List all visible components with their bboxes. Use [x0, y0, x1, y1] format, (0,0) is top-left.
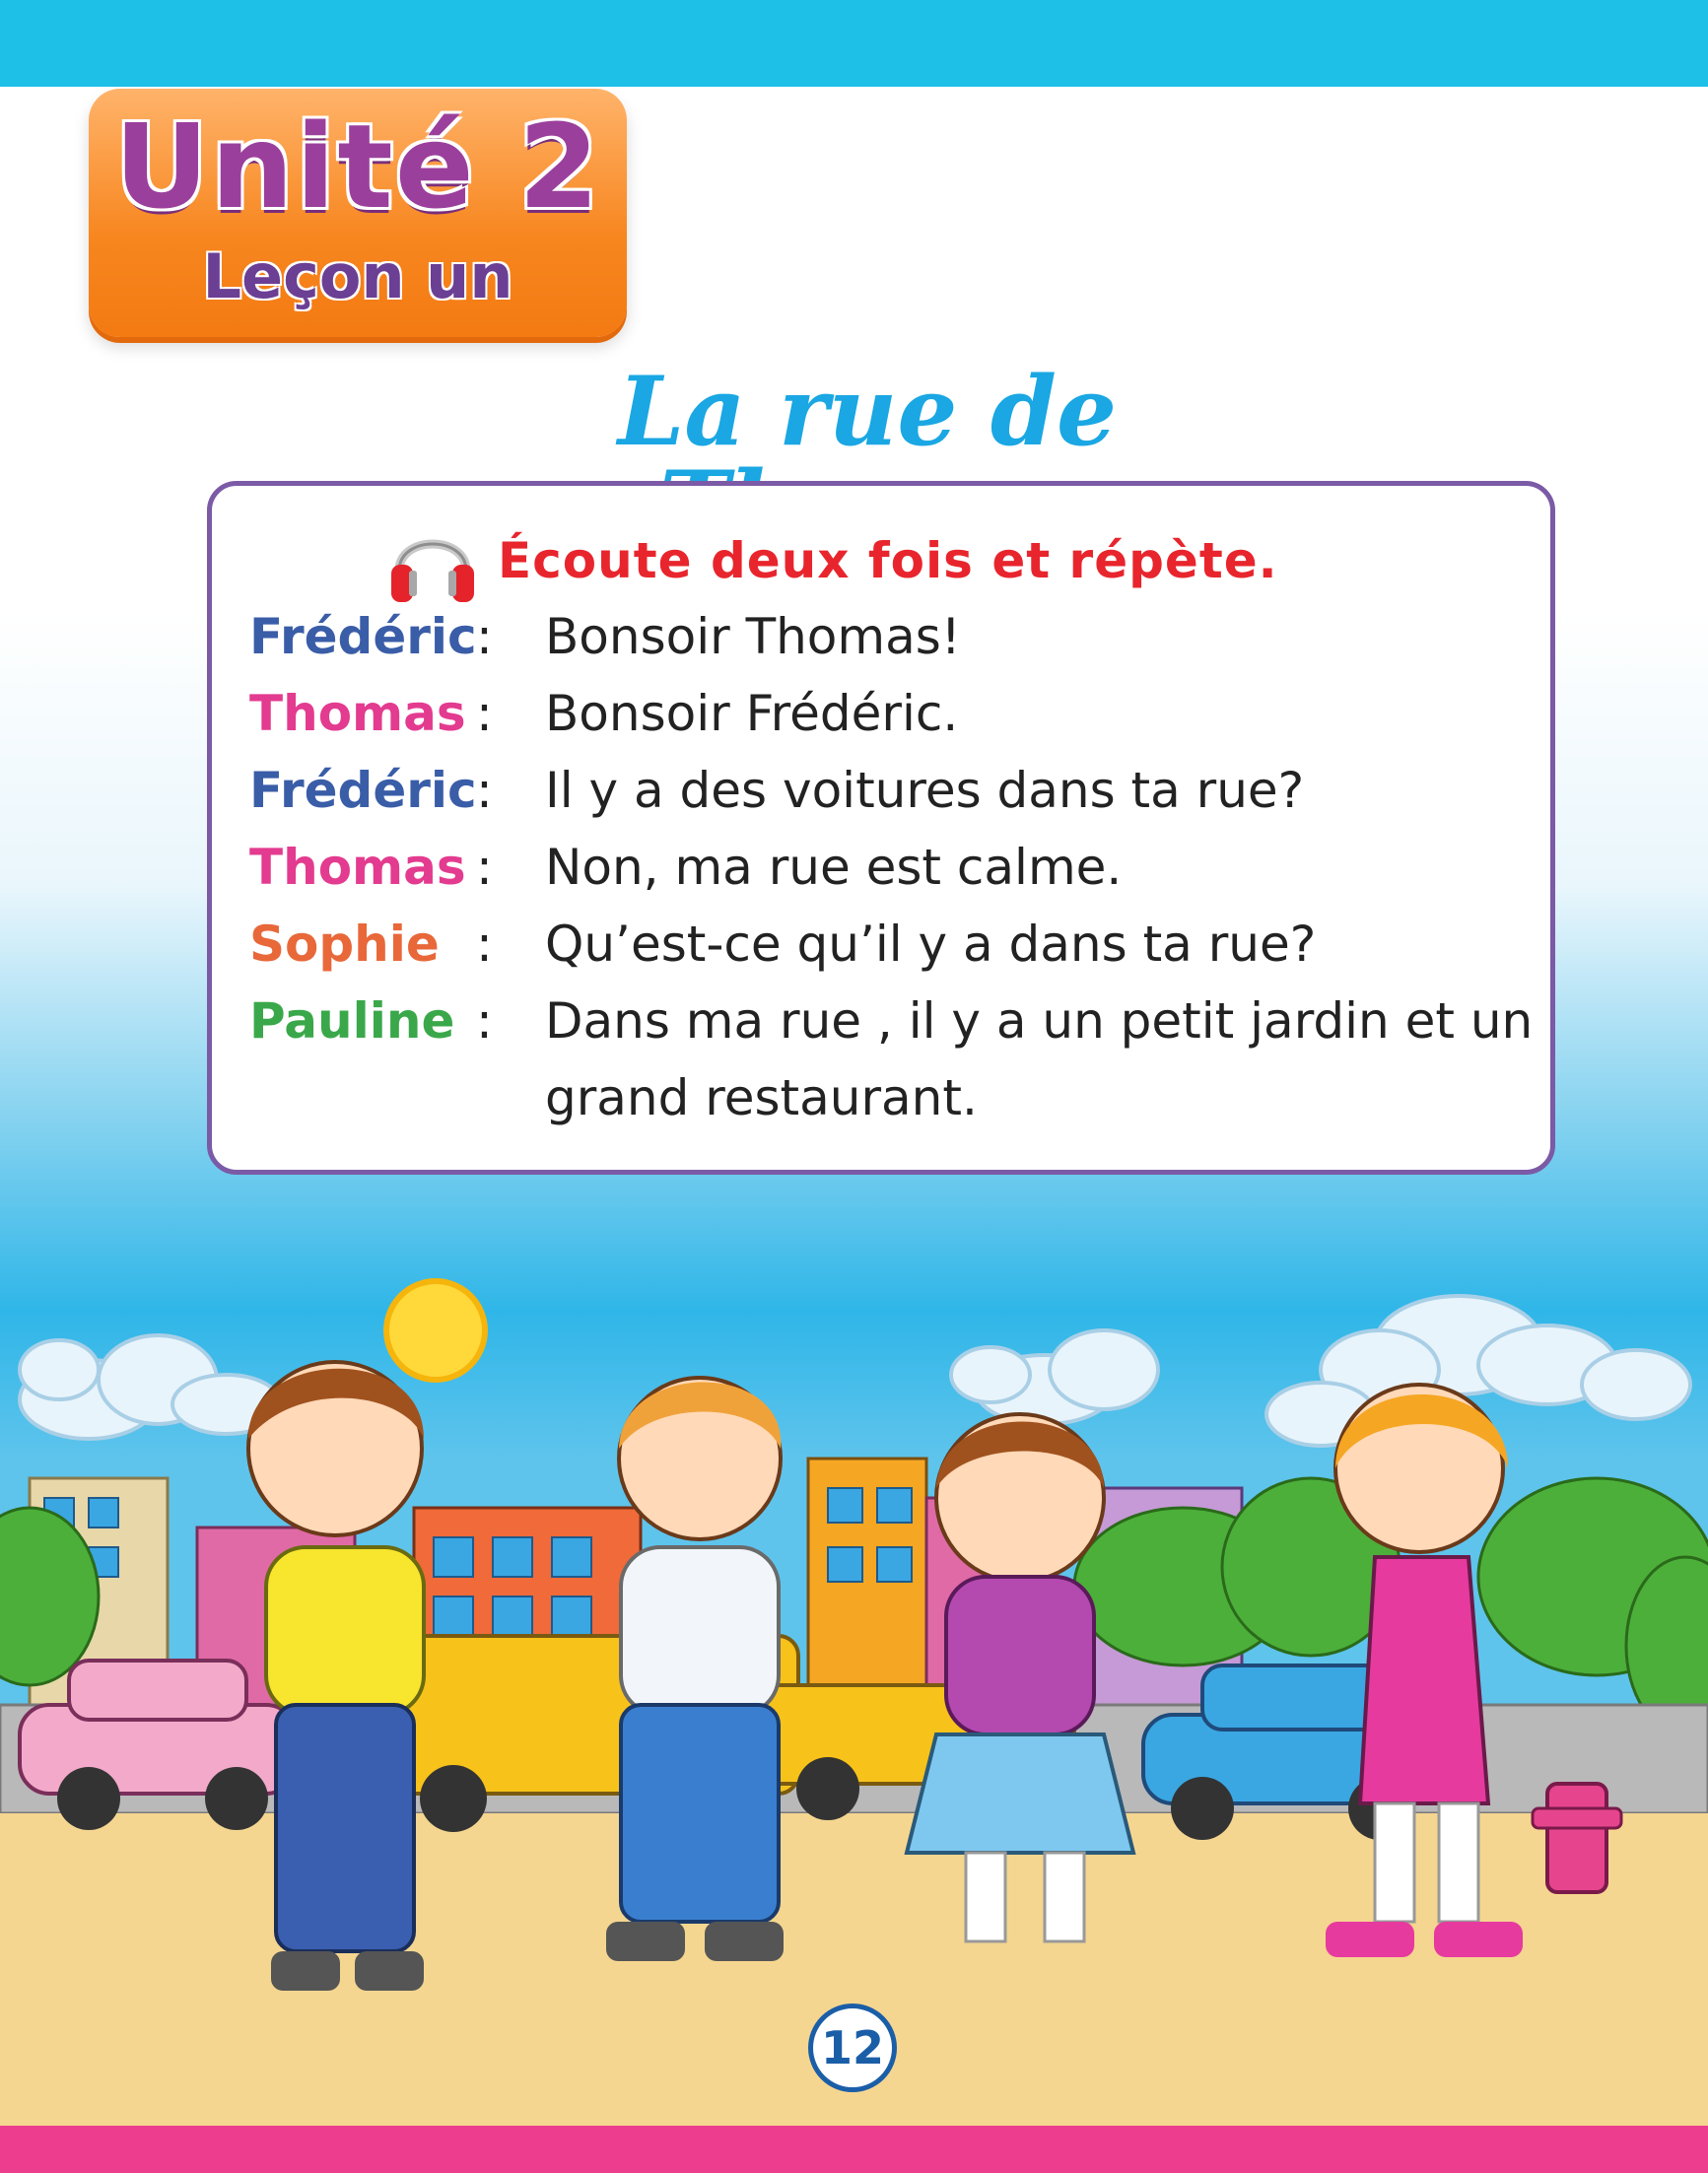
boy-yellow-shirt [248, 1362, 424, 1991]
utterance-continuation: grand restaurant. [545, 1069, 978, 1126]
speaker-name: Thomas [249, 839, 466, 896]
utterance: Non, ma rue est calme. [545, 839, 1123, 896]
colon: : [476, 992, 493, 1050]
colon: : [476, 685, 493, 742]
cloud-center [951, 1330, 1158, 1424]
boy-white-shirt [606, 1378, 784, 1961]
sun [386, 1281, 485, 1380]
instruction-text: Écoute deux fois et répète. [498, 532, 1278, 589]
speaker-name: Pauline [249, 992, 455, 1050]
speaker-name: Sophie [249, 916, 440, 973]
utterance: Qu’est-ce qu’il y a dans ta rue? [545, 916, 1317, 973]
lesson-title: Leçon un [202, 240, 513, 312]
page-number: 12 [808, 2003, 897, 2092]
dialogue-line [249, 910, 1531, 979]
dialogue-line [249, 602, 1531, 671]
speaker-name: Thomas [249, 685, 466, 742]
dialogue-line [249, 833, 1531, 902]
colon: : [476, 608, 493, 665]
utterance: Bonsoir Frédéric. [545, 685, 959, 742]
speaker-name: Frédéric [249, 762, 477, 819]
instruction [385, 515, 1278, 606]
utterance: Bonsoir Thomas! [545, 608, 961, 665]
cloud-left [20, 1335, 281, 1439]
unit-title: Unité 2 [114, 99, 601, 235]
dialogue-line [249, 679, 1531, 748]
dialogue-line [249, 986, 1534, 1134]
utterance: Dans ma rue , il y a un petit jardin et un [545, 992, 1534, 1050]
top-color-band [0, 0, 1708, 87]
street-scene-illustration [0, 1271, 1708, 2126]
bottom-color-band [0, 2126, 1708, 2173]
colon: : [476, 762, 493, 819]
dialogue-box [207, 481, 1555, 1175]
speaker-name: Frédéric [249, 608, 477, 665]
fire-hydrant [1533, 1784, 1621, 1892]
headphones-icon[interactable] [385, 513, 480, 608]
dialogue-line [249, 756, 1531, 825]
colon: : [476, 839, 493, 896]
colon: : [476, 916, 493, 973]
page-title: La rue de [617, 356, 1118, 467]
utterance: Il y a des voitures dans ta rue? [545, 762, 1305, 819]
unit-badge [89, 89, 627, 337]
